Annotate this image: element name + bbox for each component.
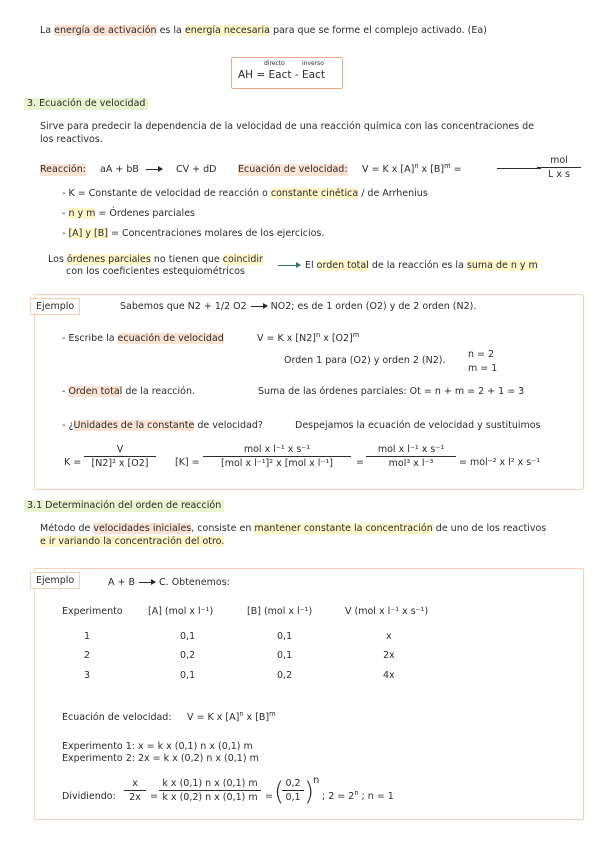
example-1-tag: Ejemplo xyxy=(30,298,80,315)
div-den-1: 2x xyxy=(124,790,146,803)
table-header-v: V (mol x l⁻¹ x s⁻¹) xyxy=(345,606,429,617)
experiment-1-equation: Experimento 1: x = k x (0,1) n x (0,1) m xyxy=(62,741,253,752)
intro-highlight-activation: energía de activación xyxy=(54,25,157,36)
bullet-text: / de Arrhenius xyxy=(358,188,428,199)
k-fraction-num: V xyxy=(116,444,124,455)
rate-eq-equals: = xyxy=(450,164,462,175)
table-header-b: [B] (mol x l⁻¹) xyxy=(247,606,313,617)
table-cell: 1 xyxy=(84,631,91,642)
rate-eq-exp-m: m xyxy=(444,161,451,170)
reaction-products: CV + dD xyxy=(176,164,217,175)
example-2-intro-text: C. Obtenemos: xyxy=(159,577,230,588)
partial-orders-note-1 xyxy=(48,254,263,266)
rate-eq-part: x [B] xyxy=(418,164,445,175)
div-fraction-3 xyxy=(282,778,304,803)
rate-equation xyxy=(362,161,462,176)
desc-highlight: e ir variando la concentración del otro. xyxy=(40,536,225,547)
bullet-text: - K = Constante de velocidad de reacción o xyxy=(62,188,271,199)
intro-text: para que se forme el complejo activado. (Ea) xyxy=(269,25,487,36)
table-header-experiment: Experimento xyxy=(62,606,123,617)
units-description: Despejamos la ecuación de velocidad y sustituimos xyxy=(295,420,541,431)
table-cell: 2x xyxy=(383,650,395,661)
section-3-title: 3. Ecuación de velocidad xyxy=(24,98,148,110)
note-highlight: orden total xyxy=(316,260,369,271)
section-3-1-desc-2 xyxy=(40,536,224,548)
div-result-exp: n xyxy=(354,788,359,797)
note-text: no tienen que xyxy=(150,254,223,265)
note-text: El xyxy=(305,260,317,271)
table-cell: 0,1 xyxy=(277,631,293,642)
table-cell: x xyxy=(386,631,392,642)
section-3-1-desc-1 xyxy=(40,523,546,535)
equals-sign: = xyxy=(356,457,364,468)
total-order-note xyxy=(305,260,538,272)
table-cell: 0,2 xyxy=(180,650,196,661)
answer-part: V = K x [N2] xyxy=(257,333,316,344)
div-num-2: k x (0,1) n x (0,1) m xyxy=(162,778,258,789)
formula-label-direct: directo xyxy=(264,60,285,67)
example-2-intro-text: A + B xyxy=(108,577,136,588)
table-cell: 0,2 xyxy=(277,670,293,681)
bullet-k xyxy=(62,188,428,200)
example-2-tag: Ejemplo xyxy=(30,572,80,589)
example-2-intro xyxy=(108,577,230,589)
example-2-rate-label: Ecuación de velocidad: xyxy=(62,712,172,723)
question-text: de velocidad? xyxy=(194,420,263,431)
bullet-highlight: n y m xyxy=(68,208,96,219)
note-highlight: órdenes parciales xyxy=(66,254,151,265)
orders-note: Orden 1 para (O2) y orden 2 (N2). xyxy=(284,355,446,366)
section-3-1-title: 3.1 Determinación del orden de reacción xyxy=(24,500,224,512)
bullet-text: = Concentraciones molares de los ejercicios. xyxy=(107,228,325,239)
div-fraction-2 xyxy=(159,778,261,803)
reaction-reactants: aA + bB xyxy=(100,164,139,175)
answer-total-order: Suma de las órdenes parciales: Ot = n + m = 2 + 1 = 3 xyxy=(258,386,525,397)
rate-eq-exp-n: n xyxy=(414,161,419,170)
formula-label-inverse: inverso xyxy=(302,60,324,67)
question-text: - Escribe la xyxy=(62,333,118,344)
question-text: - ¿ xyxy=(62,420,74,431)
example-1-intro-text: NO2; es de 1 orden (O2) y de 2 orden (N2). xyxy=(270,301,477,312)
arrow-icon xyxy=(146,169,162,170)
m-value: m = 1 xyxy=(468,363,498,374)
question-units xyxy=(62,420,263,432)
intro-highlight-energy: energía necesaria xyxy=(184,25,270,36)
table-header-a: [A] (mol x l⁻¹) xyxy=(148,606,214,617)
intro-text: La xyxy=(40,25,55,36)
question-text: - xyxy=(62,386,69,397)
desc-highlight: velocidades iniciales xyxy=(93,523,192,534)
k-units-lhs: [K] = xyxy=(175,457,200,468)
bullet-text: = Órdenes parciales xyxy=(95,208,195,219)
intro-text: es la xyxy=(156,25,185,36)
question-total-order xyxy=(62,386,195,398)
table-cell: 3 xyxy=(84,670,91,681)
k-fraction xyxy=(84,444,156,469)
question-text: de la reacción. xyxy=(122,386,196,397)
n-value: n = 2 xyxy=(468,349,495,360)
table-cell: 0,1 xyxy=(180,670,196,681)
arrow-icon xyxy=(251,306,267,307)
table-cell: 4x xyxy=(383,670,395,681)
bullet-highlight: [A] y [B] xyxy=(68,228,108,239)
answer-exp-n: n xyxy=(315,330,321,339)
partial-orders-note-2: con los coeficientes estequiométricos xyxy=(66,266,245,277)
right-paren: ) xyxy=(304,777,315,807)
answer-rate-equation xyxy=(257,330,360,345)
rate-eq-part: V = K x [A] xyxy=(362,164,415,175)
div-result xyxy=(322,788,394,803)
answer-part: x [O2] xyxy=(320,333,353,344)
note-text: Los xyxy=(48,254,67,265)
k-lhs: K = xyxy=(64,457,82,468)
rate-equation-label: Ecuación de velocidad: xyxy=(238,164,348,175)
example-2-rate-equation xyxy=(187,709,276,724)
k-units-simplified xyxy=(366,444,456,469)
note-highlight: coincidir xyxy=(222,254,263,265)
k-simplified-num: mol x l⁻¹ x s⁻¹ xyxy=(377,444,445,455)
table-cell: 0,1 xyxy=(180,631,196,642)
rate-eq-exp-n: n xyxy=(239,709,244,718)
experiment-2-equation: Experimento 2: 2x = k x (0,2) n x (0,1) m xyxy=(62,753,259,764)
div-fraction-1 xyxy=(124,778,146,803)
answer-exp-m: m xyxy=(352,330,360,339)
question-highlight: Unidades de la constante xyxy=(73,420,195,431)
note-highlight: suma de n y m xyxy=(466,260,538,271)
formula-expression: AH = Eact - Eact xyxy=(238,69,325,81)
reaction-label: Reacción: xyxy=(40,164,86,175)
dividing-label: Dividiendo: xyxy=(62,791,116,802)
desc-text: , consiste en xyxy=(191,523,255,534)
rate-eq-part: x [B] xyxy=(243,712,270,723)
rate-unit-num: mol xyxy=(550,155,568,166)
k-units-den: [mol x l⁻¹]² x [mol x l⁻¹] xyxy=(203,456,351,469)
div-equals: = xyxy=(150,791,158,802)
div-den-2: k x (0,2) n x (0,1) m xyxy=(159,790,261,803)
intro-line xyxy=(40,25,487,37)
bullet-nm xyxy=(62,208,195,220)
rate-unit-line-extra xyxy=(497,168,541,169)
note-text: de la reacción es la xyxy=(368,260,467,271)
k-units-fraction xyxy=(203,444,351,469)
rate-unit-fraction xyxy=(537,155,581,180)
k-units-result: = mol⁻² x l² x s⁻¹ xyxy=(459,457,541,468)
div-result-text: ; n = 1 xyxy=(358,791,394,802)
question-rate-equation xyxy=(62,333,224,345)
reaction-arrow xyxy=(142,164,166,176)
div-num-3: 0,2 xyxy=(285,778,301,789)
table-cell: 2 xyxy=(84,650,91,661)
rate-unit-den: L x s xyxy=(537,167,581,180)
left-paren: ( xyxy=(274,777,285,807)
section-3-desc-2: los reactivos. xyxy=(40,134,103,145)
bullet-text: - xyxy=(62,228,69,239)
k-units-num: mol x l⁻¹ x s⁻¹ xyxy=(243,444,311,455)
total-order-arrow xyxy=(274,260,304,272)
div-exponent: n xyxy=(313,775,320,786)
desc-highlight: mantener constante la concentración xyxy=(254,523,433,534)
div-equals: = xyxy=(265,791,273,802)
question-highlight: ecuación de velocidad xyxy=(117,333,224,344)
bullet-highlight: constante cinética xyxy=(270,188,359,199)
question-highlight: Orden total xyxy=(68,386,123,397)
div-num-1: x xyxy=(132,778,138,789)
section-3-desc-1: Sirve para predecir la dependencia de la velocidad de una reacción química con las concentraciones de xyxy=(40,121,535,132)
div-result-text: ; 2 = 2 xyxy=(322,791,355,802)
k-simplified-den: mol³ x l⁻³ xyxy=(366,456,456,469)
arrow-icon xyxy=(278,265,300,266)
k-fraction-den: [N2]² x [O2] xyxy=(84,456,156,469)
rate-eq-part: V = K x [A] xyxy=(187,712,240,723)
desc-text: de uno de los reactivos xyxy=(432,523,547,534)
example-1-intro xyxy=(120,301,476,313)
table-cell: 0,1 xyxy=(277,650,293,661)
bullet-ab xyxy=(62,228,324,240)
arrow-icon xyxy=(139,582,155,583)
bullet-text: - xyxy=(62,208,69,219)
desc-text: Método de xyxy=(40,523,94,534)
rate-eq-exp-m: m xyxy=(269,709,276,718)
example-1-intro-text: Sabemos que N2 + 1/2 O2 xyxy=(120,301,247,312)
div-den-3: 0,1 xyxy=(282,790,304,803)
